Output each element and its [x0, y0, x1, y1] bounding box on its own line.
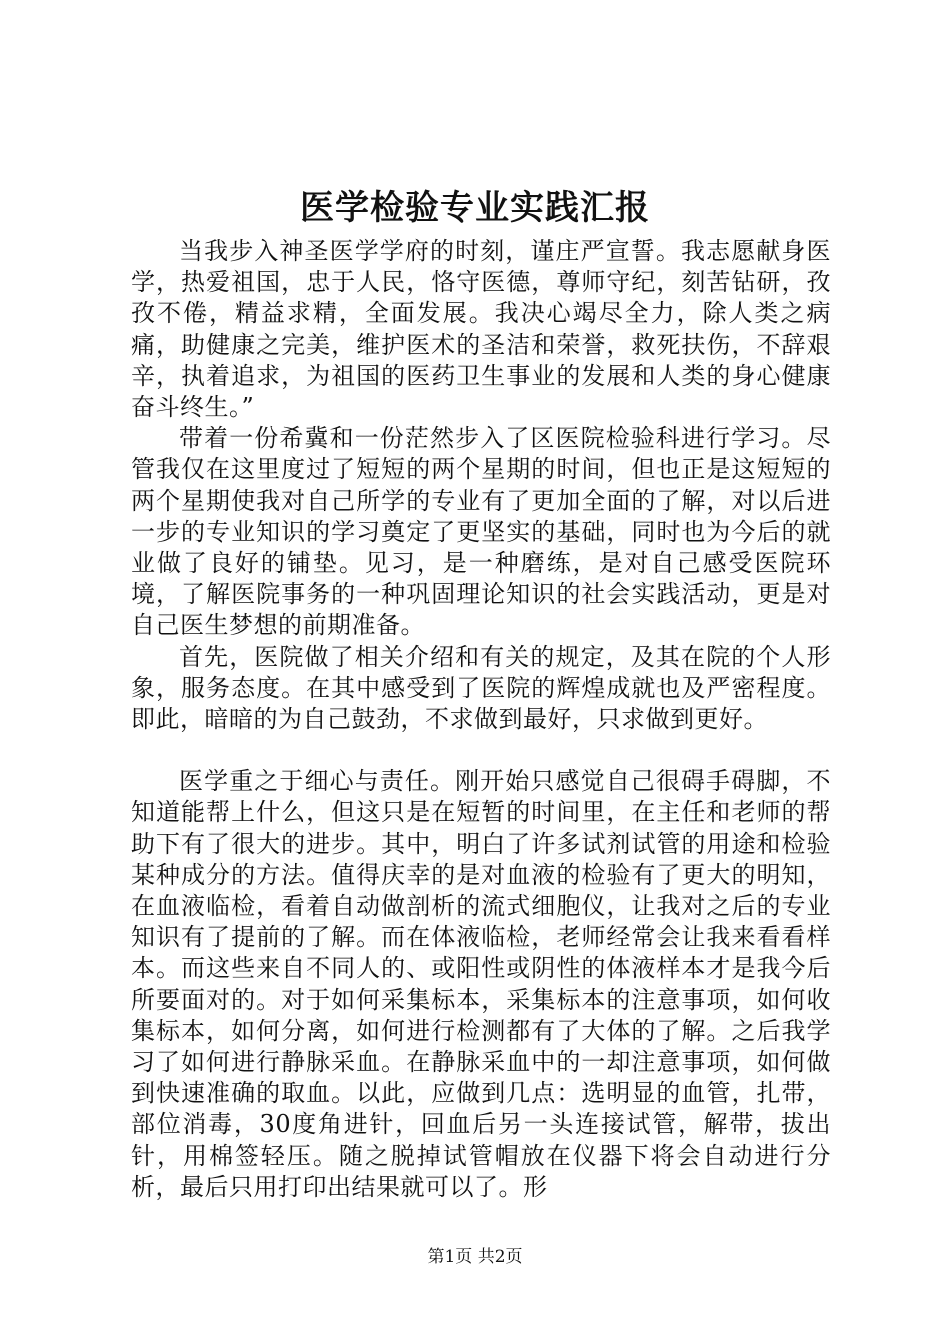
paragraph-hospital-intro: 首先，医院做了相关介绍和有关的规定，及其在院的个人形象，服务态度。在其中感受到了医院的辉煌成就也及严密程度。即此，暗暗的为自己鼓劲，不求做到最好，只求做到更好。 [131, 642, 831, 734]
paragraph-lab-experience: 医学重之于细心与责任。刚开始只感觉自己很碍手碍脚，不知道能帮上什么，但这只是在短暂的时间里，在主任和老师的帮助下有了很大的进步。其中，明白了许多试剂试管的用途和检验某种成分的方法。值得庆幸的是对血液的检验有了更大的明知，在血液临检，看着自动做剖析的流式细胞仪，让我对之后的专业知识有了提前的了解。而在体液临检，老师经常会让我来看看样本。而这些来自不同人的、或阳性或阴性的体液样本才是我今后所要面对的。对于如何采集标本，采集标本的注意事项，如何收集标本，如何分离，如何进行检测都有了大体的了解。之后我学习了如何进行静脉采血。在静脉采血中的一却注意事项，如何做到快速准确的取血。以此，应做到几点：选明显的血管，扎带，部位消毒，30度角进针，回血后另一头连接试管，解带，拔出针，用棉签轻压。随之脱掉试管帽放在仪器下将会自动进行分析，最后只用打印出结果就可以了。形 [131, 767, 831, 1201]
paragraph-internship-intro: 带着一份希冀和一份茫然步入了区医院检验科进行学习。尽管我仅在这里度过了短短的两个星期的时间，但也正是这短短的两个星期使我对自己所学的专业有了更加全面的了解，对以后进一步的专业知识的学习奠定了更坚实的基础，同时也为今后的就业做了良好的铺垫。见习，是一种磨练，是对自己感受医院环境，了解医院事务的一种巩固理论知识的社会实践活动，更是对自己医生梦想的前期准备。 [131, 424, 831, 640]
document-title: 医学检验专业实践汇报 [300, 188, 650, 228]
page-number-footer: 第1页 共2页 [427, 1247, 523, 1267]
document-body [131, 236, 831, 1203]
paragraph-oath: 当我步入神圣医学学府的时刻，谨庄严宣誓。我志愿献身医学，热爱祖国，忠于人民，恪守医德，尊师守纪，刻苦钻研，孜孜不倦，精益求精，全面发展。我决心竭尽全力，除人类之病痛，助健康之完美，维护医术的圣洁和荣誉，救死扶伤，不辞艰辛，执着追求，为祖国的医药卫生事业的发展和人类的身心健康奋斗终生。” [131, 237, 831, 422]
